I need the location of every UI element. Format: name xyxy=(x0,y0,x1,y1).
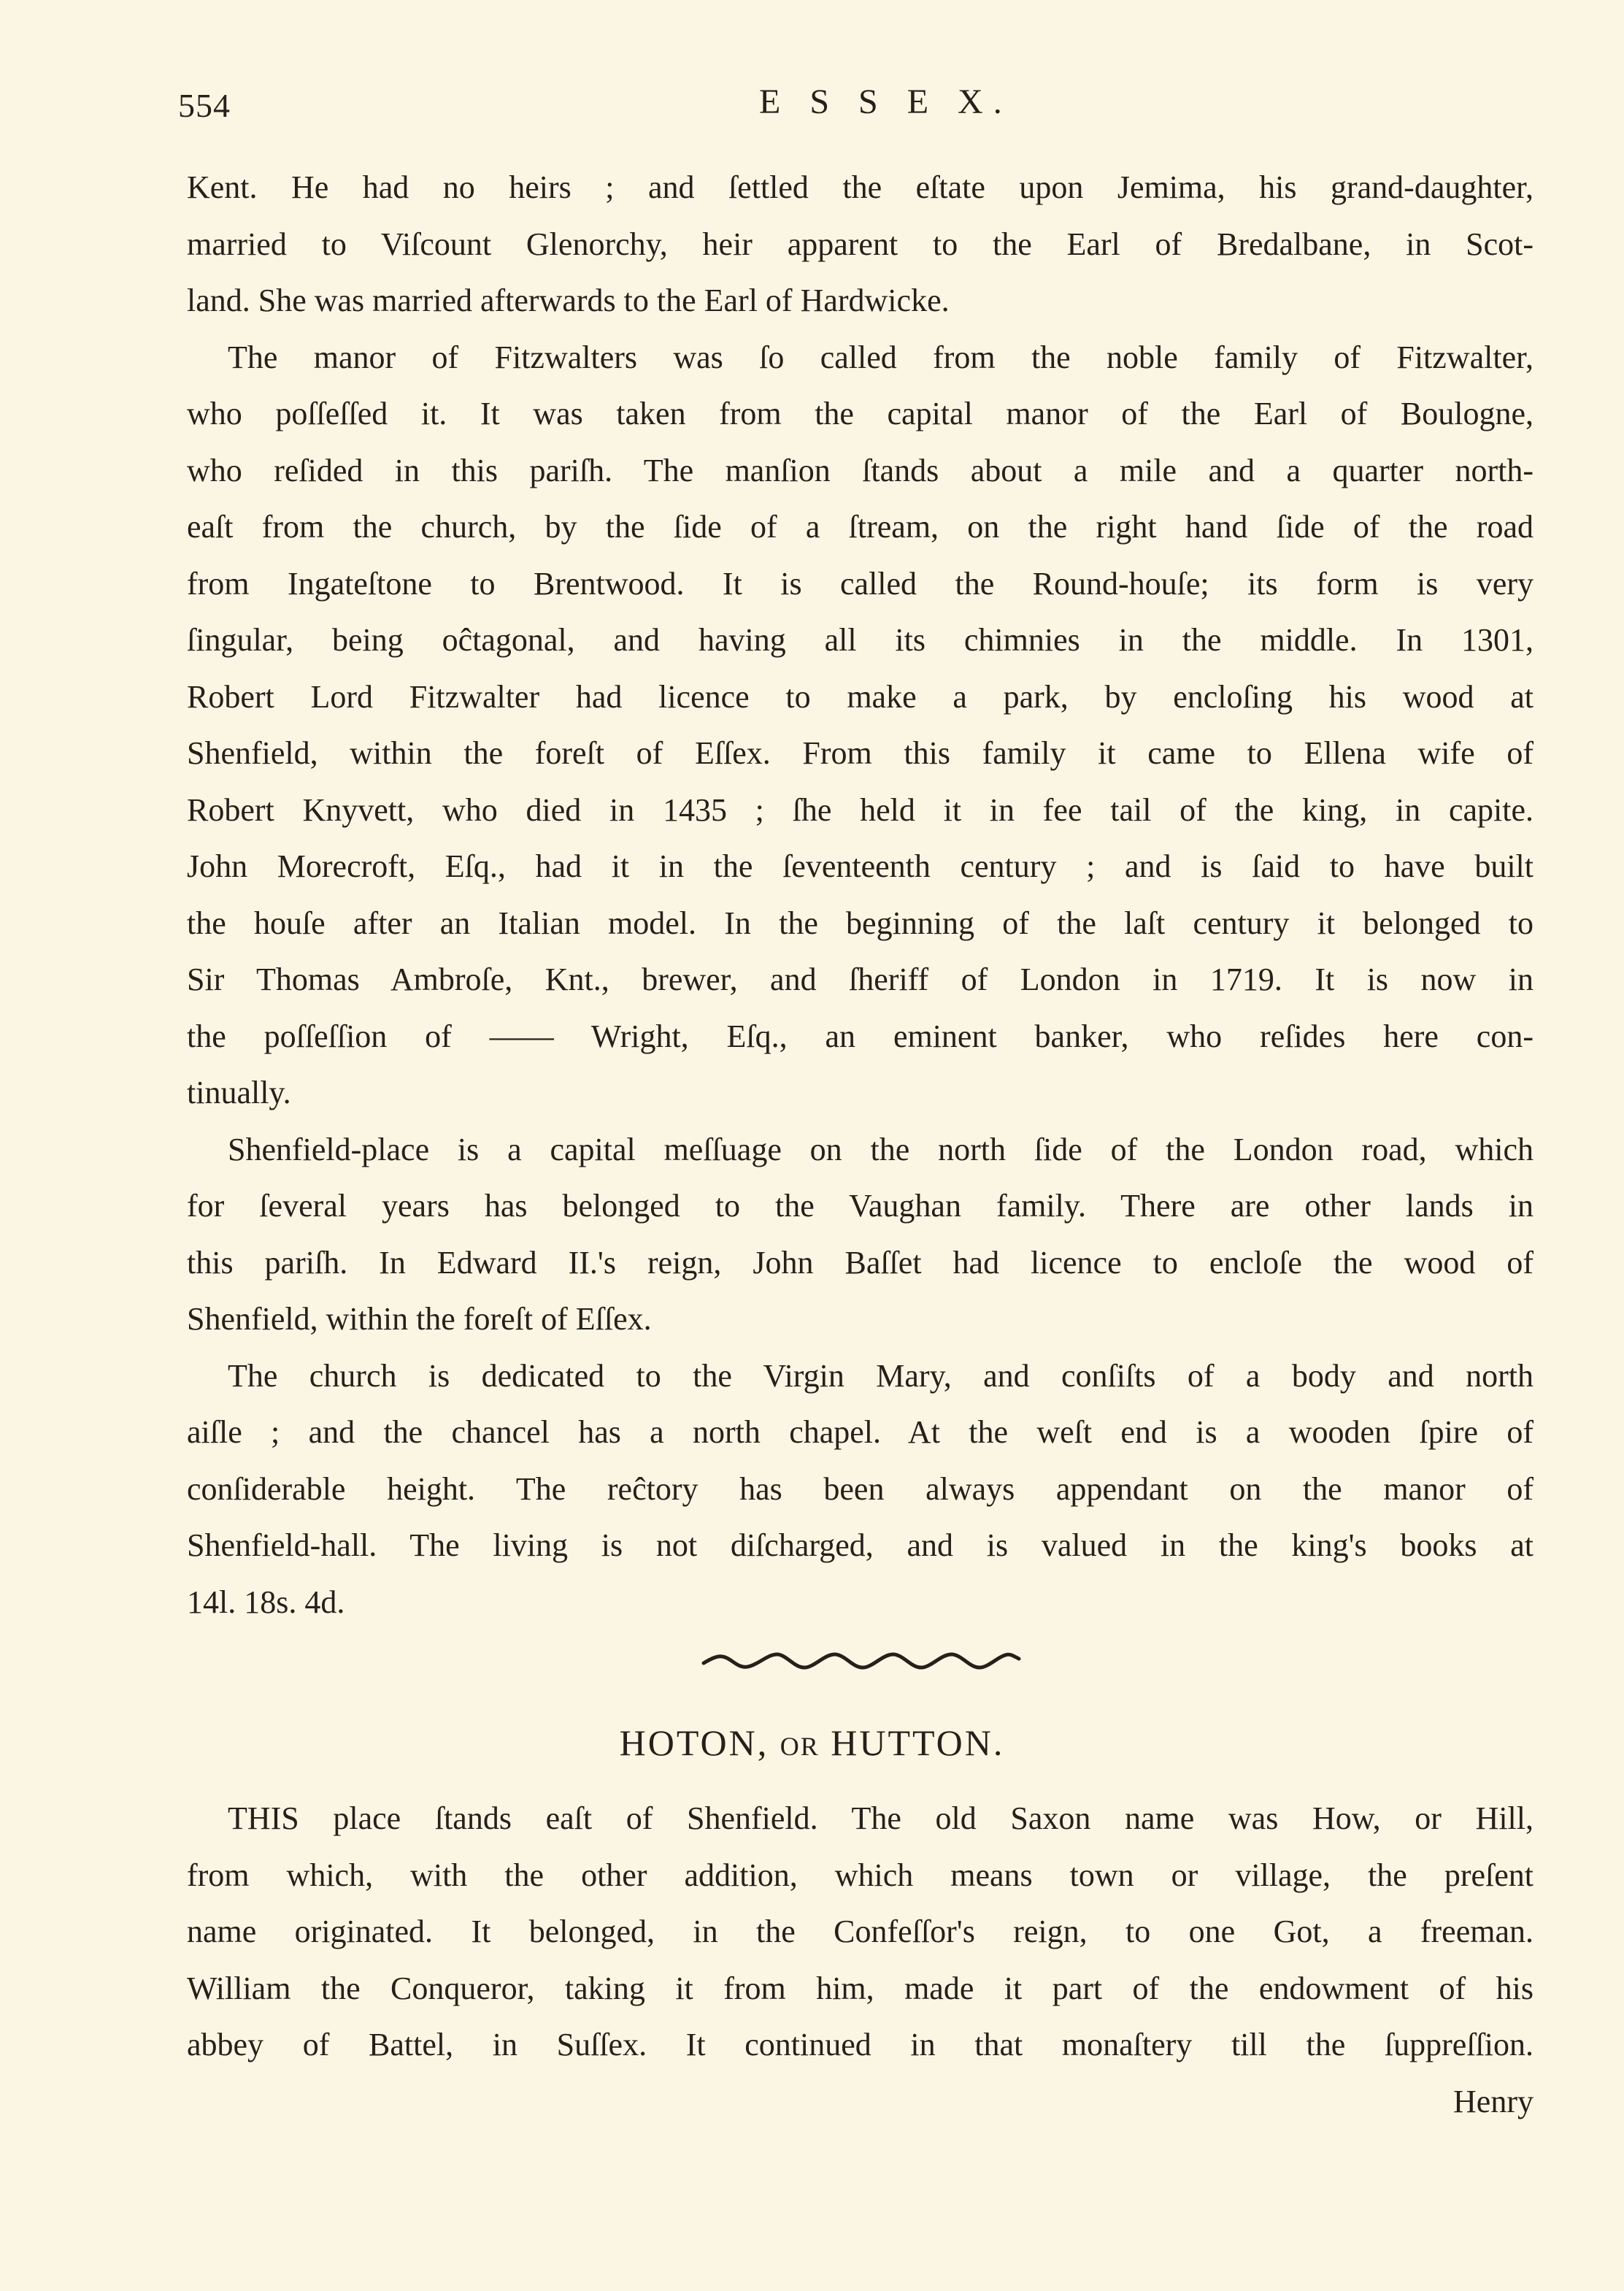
section-heading xyxy=(0,1722,1624,1764)
section-title-alt: HUTTON. xyxy=(831,1722,1005,1763)
paragraph-first-line: Shenfield-place is a capital meſſuage on the north ſide of the London road, which xyxy=(228,1131,1533,1167)
section-title-or: OR xyxy=(780,1732,820,1761)
text-line: conſiderable height. The reĉtory has been always appendant on the manor of xyxy=(187,1470,1533,1507)
text-line: abbey of Battel, in Suſſex. It continued in that monaſtery till the ſuppreſſion. xyxy=(187,2027,1533,2062)
running-head: E S S E X. xyxy=(759,82,1012,121)
text-line: for ſeveral years has belonged to the Vaughan family. There are other lands in xyxy=(187,1188,1533,1224)
text-line: John Morecroft, Eſq., had it in the ſeventeenth century ; and is ſaid to have built xyxy=(187,848,1533,884)
ornamental-divider xyxy=(701,1651,1022,1670)
section-title: HOTON, xyxy=(619,1722,769,1763)
paragraph-first-line: The manor of Fitzwalters was ſo called from the noble family of Fitzwalter, xyxy=(228,339,1533,375)
text-line: eaſt from the church, by the ſide of a ſtream, on the right hand ſide of the road xyxy=(187,509,1533,545)
text-line: this pariſh. In Edward II.'s reign, John Baſſet had licence to encloſe the wood of xyxy=(187,1244,1533,1281)
text-line: Robert Lord Fitzwalter had licence to make a park, by encloſing his wood at xyxy=(187,678,1533,715)
text-line: the houſe after an Italian model. In the beginning of the laſt century it belonged to xyxy=(187,905,1533,941)
text-line: from which, with the other addition, which means town or village, the preſent xyxy=(187,1857,1533,1893)
text-line: ſingular, being oĉtagonal, and having all its chimnies in the middle. In 1301, xyxy=(187,622,1533,658)
text-line: 14l. 18s. 4d. xyxy=(187,1584,345,1620)
text-line: Shenfield, within the foreſt of Eſſex. From this family it came to Ellena wife of xyxy=(187,735,1533,771)
body-text xyxy=(187,159,1533,1630)
text-line: Sir Thomas Ambroſe, Knt., brewer, and ſheriff of London in 1719. It is now in xyxy=(187,962,1533,997)
page-number: 554 xyxy=(178,87,231,124)
text-line: Shenfield-hall. The living is not diſcharged, and is valued in the king's books at xyxy=(187,1527,1533,1563)
text-line: Shenfield, within the foreſt of Eſſex. xyxy=(187,1301,652,1337)
text-line: aiſle ; and the chancel has a north chapel. At the weſt end is a wooden ſpire of xyxy=(187,1414,1533,1450)
text-line: the poſſeſſion of —— Wright, Eſq., an eminent banker, who reſides here con- xyxy=(187,1018,1533,1054)
section-text xyxy=(187,1790,1533,2130)
text-line: name originated. It belonged, in the Confeſſor's reign, to one Got, a freeman. xyxy=(187,1914,1533,1949)
paragraph-first-line: THIS place ſtands eaſt of Shenfield. The old Saxon name was How, or Hill, xyxy=(228,1800,1533,1836)
paragraph-first-line: The church is dedicated to the Virgin Mary, and conſiſts of a body and north xyxy=(228,1357,1533,1394)
text-line: married to Viſcount Glenorchy, heir apparent tо the Earl of Bredalbane, in Scot- xyxy=(187,226,1533,262)
text-line: tinually. xyxy=(187,1075,291,1110)
text-line: from Ingateſtone to Brentwood. It is called the Round-houſe; its form is very xyxy=(187,565,1533,602)
text-line: Kent. He had no heirs ; and ſettled the eſtate upon Jemima, his grand-daughter, xyxy=(187,169,1533,205)
text-line: Robert Knyvett, who died in 1435 ; ſhe held it in fee tail of the king, in capite. xyxy=(187,791,1533,828)
text-line: land. She was married afterwards to the Earl of Hardwicke. xyxy=(187,283,950,318)
text-line: who reſided in this pariſh. The manſion ſtands about a mile and a quarter north- xyxy=(187,452,1533,488)
text-line: who poſſeſſed it. It was taken from the capital manor of the Earl of Boulogne, xyxy=(187,396,1533,431)
text-line: William the Conqueror, taking it from him, made it part of the endowment of his xyxy=(187,1970,1533,2006)
catchword: Henry xyxy=(1453,2083,1533,2119)
